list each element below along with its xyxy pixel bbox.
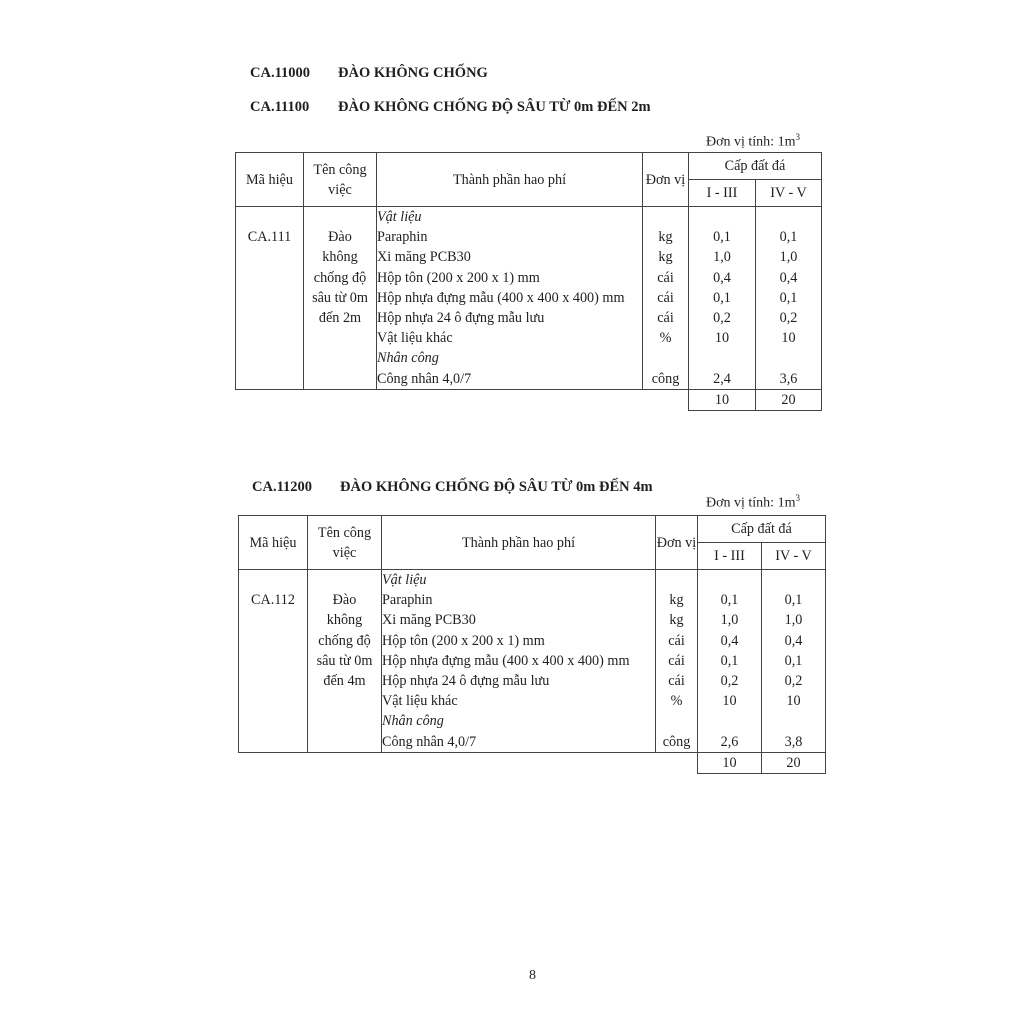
component-name: Hộp tôn (200 x 200 x 1) mm: [377, 269, 540, 286]
header-cap-dat-da: Cấp đất đá: [698, 516, 826, 543]
component-name: Nhân công: [382, 713, 444, 730]
unit-value: kg: [658, 229, 673, 246]
unit-value: công: [662, 733, 691, 750]
unit-value: cái: [668, 672, 685, 689]
header-cap-1: I - III: [689, 180, 756, 207]
value: [762, 570, 825, 590]
component-name: Hộp nhựa đựng mẫu (400 x 400 x 400) mm: [377, 289, 625, 306]
section-2-heading: [252, 479, 653, 496]
header-ten-cong-viec: Tên công việc: [308, 516, 382, 570]
unit-value: [643, 348, 688, 368]
ten-line: Đào: [328, 229, 352, 246]
value: [756, 348, 821, 368]
value: 2,6: [720, 733, 739, 750]
value: 0,4: [713, 269, 731, 286]
header-don-vi: Đơn vị: [656, 516, 698, 570]
ten-line: đến 2m: [318, 309, 362, 326]
component-name: Vật liệu khác: [382, 693, 458, 710]
footer-cap-1: 10: [689, 389, 756, 410]
value: 0,2: [720, 672, 739, 689]
value: 0,2: [713, 309, 731, 326]
ten-line: sâu từ 0m: [316, 652, 373, 669]
ten-cong-viec-cell: [304, 207, 377, 390]
component-name: Xi măng PCB30: [382, 612, 476, 629]
unit-value: cái: [657, 269, 674, 286]
unit-value: [656, 711, 697, 731]
value: 0,1: [784, 592, 803, 609]
component-name: Xi măng PCB30: [377, 249, 471, 266]
section-1-unit-sup: 3: [795, 132, 800, 142]
component-name: Nhân công: [377, 350, 439, 367]
value: 0,4: [779, 269, 798, 286]
don-vi-cell: [643, 207, 689, 390]
footer-cap-2: 20: [756, 389, 822, 410]
value: 0,2: [779, 309, 798, 326]
value: 10: [781, 330, 796, 347]
value: 0,4: [720, 632, 739, 649]
section-2-code: CA.11200: [252, 479, 313, 495]
header-ma-hieu: Mã hiệu: [239, 516, 308, 570]
unit-value: cái: [657, 309, 674, 326]
value: [698, 711, 761, 731]
value: [762, 711, 825, 731]
unit-value: %: [659, 330, 672, 347]
header-ma-hieu: Mã hiệu: [236, 153, 304, 207]
cap-2-values: [762, 570, 826, 753]
component-name: Công nhân 4,0/7: [377, 370, 472, 387]
ten-cong-viec-cell: [308, 570, 382, 753]
don-vi-cell: [656, 570, 698, 753]
footer-cap-2: 20: [762, 752, 826, 773]
unit-value: [656, 570, 697, 590]
value: 0,4: [784, 632, 803, 649]
page-number: 8: [529, 968, 536, 983]
header-cap-2: IV - V: [762, 543, 826, 570]
unit-value: kg: [658, 249, 673, 266]
ten-line: sâu từ 0m: [312, 289, 368, 306]
unit-value: kg: [669, 612, 684, 629]
cap-1-values: [698, 570, 762, 753]
section-1-unit-label: Đơn vị tính: 1m: [706, 134, 796, 150]
value: 1,0: [713, 249, 731, 266]
section-1-code: CA.11100: [250, 99, 310, 115]
thanh-phan-cell: [382, 570, 656, 753]
ma-hieu-code: CA.111: [247, 229, 292, 246]
component-name: Vật liệu khác: [377, 330, 453, 347]
value: 3,8: [784, 733, 803, 750]
value: 10: [714, 330, 730, 347]
header-ten-cong-viec: Tên công việc: [304, 153, 377, 207]
value: 3,6: [779, 370, 798, 387]
value: 2,4: [713, 370, 731, 387]
ten-line: chống độ: [318, 632, 371, 649]
header-don-vi: Đơn vị: [643, 153, 689, 207]
norm-table-1: [235, 152, 822, 411]
unit-value: cái: [668, 632, 685, 649]
chapter-heading: [250, 65, 488, 82]
value: [689, 348, 755, 368]
component-name: Hộp tôn (200 x 200 x 1) mm: [382, 632, 545, 649]
component-name: Vật liệu: [382, 572, 427, 588]
header-cap-1: I - III: [698, 543, 762, 570]
value: [689, 207, 755, 227]
ten-line: không: [322, 249, 358, 266]
unit-value: %: [670, 693, 683, 710]
component-name: Công nhân 4,0/7: [382, 733, 477, 750]
value: [756, 207, 821, 227]
value: 1,0: [720, 612, 739, 629]
unit-value: [643, 207, 688, 227]
ten-line: đến 4m: [323, 672, 366, 689]
unit-value: cái: [668, 652, 685, 669]
header-thanh-phan: Thành phần hao phí: [377, 153, 643, 207]
header-cap-dat-da: Cấp đất đá: [689, 153, 822, 180]
section-2-title: ĐÀO KHÔNG CHỐNG ĐỘ SÂU TỪ 0m ĐẾN 4m: [340, 479, 653, 495]
value: 0,1: [784, 652, 803, 669]
value: 1,0: [779, 249, 798, 266]
section-1-unit: [706, 132, 800, 151]
ten-line: không: [326, 612, 363, 629]
value: 0,1: [779, 229, 798, 246]
value: [698, 570, 761, 590]
norm-table-2: [238, 515, 826, 774]
unit-value: cái: [657, 289, 674, 306]
unit-value: công: [651, 370, 680, 387]
value: 10: [722, 693, 737, 710]
section-2-unit-label: Đơn vị tính: 1m: [706, 495, 796, 511]
chapter-title: ĐÀO KHÔNG CHỐNG: [338, 65, 488, 81]
component-name: Hộp nhựa 24 ô đựng mẫu lưu: [377, 309, 545, 326]
ten-line: chống độ: [313, 269, 367, 286]
unit-value: kg: [669, 592, 684, 609]
component-name: Hộp nhựa 24 ô đựng mẫu lưu: [382, 672, 550, 689]
thanh-phan-cell: [377, 207, 643, 390]
header-thanh-phan: Thành phần hao phí: [382, 516, 656, 570]
value: 0,1: [713, 229, 731, 246]
value: 0,2: [784, 672, 803, 689]
ma-hieu-cell: [239, 570, 308, 753]
chapter-code: CA.11000: [250, 65, 311, 81]
value: 10: [786, 693, 801, 710]
ma-hieu-code: CA.112: [250, 592, 295, 609]
section-2-unit: [706, 493, 800, 512]
section-2-unit-sup: 3: [795, 493, 800, 503]
footer-cap-1: 10: [698, 752, 762, 773]
value: 0,1: [720, 592, 739, 609]
section-1-heading: [250, 99, 651, 116]
cap-2-values: [756, 207, 822, 390]
component-name: Hộp nhựa đựng mẫu (400 x 400 x 400) mm: [382, 652, 630, 669]
section-1-title: ĐÀO KHÔNG CHỐNG ĐỘ SÂU TỪ 0m ĐẾN 2m: [338, 99, 651, 115]
value: 0,1: [713, 289, 731, 306]
value: 1,0: [784, 612, 803, 629]
cap-1-values: [689, 207, 756, 390]
component-name: Paraphin: [382, 592, 433, 609]
ten-line: Đào: [332, 592, 357, 609]
header-cap-2: IV - V: [756, 180, 822, 207]
component-name: Paraphin: [377, 229, 428, 246]
component-name: Vật liệu: [377, 209, 422, 225]
ma-hieu-cell: [236, 207, 304, 390]
value: 0,1: [720, 652, 739, 669]
value: 0,1: [779, 289, 798, 306]
